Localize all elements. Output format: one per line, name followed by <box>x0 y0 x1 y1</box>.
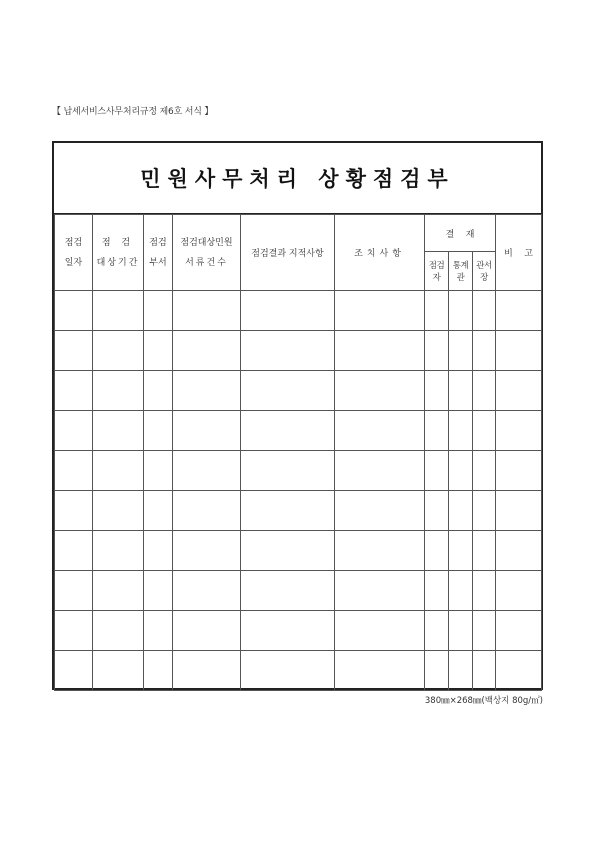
table-cell[interactable] <box>173 611 241 651</box>
table-row <box>55 571 542 611</box>
table-cell[interactable] <box>144 411 173 451</box>
table-cell[interactable] <box>473 651 496 691</box>
table-cell[interactable] <box>425 611 449 651</box>
header-text: 점검결과 지적사항 <box>251 249 324 259</box>
table-cell[interactable] <box>473 451 496 491</box>
table-cell[interactable] <box>144 651 173 691</box>
table-cell[interactable] <box>473 611 496 651</box>
table-cell[interactable] <box>173 531 241 571</box>
table-cell[interactable] <box>173 571 241 611</box>
table-cell[interactable] <box>335 571 425 611</box>
table-cell[interactable] <box>173 411 241 451</box>
table-cell[interactable] <box>241 291 335 331</box>
header-inspection-dept <box>144 215 173 291</box>
table-cell[interactable] <box>93 571 144 611</box>
table-cell[interactable] <box>425 531 449 571</box>
table-cell[interactable] <box>473 531 496 571</box>
header-text: 결 재 <box>445 229 475 240</box>
table-cell[interactable] <box>473 491 496 531</box>
table-row <box>55 491 542 531</box>
header-remarks <box>496 215 542 291</box>
table-cell[interactable] <box>496 331 542 371</box>
table-cell[interactable] <box>449 331 473 371</box>
table-cell[interactable] <box>335 291 425 331</box>
header-text: 대상기간 <box>96 257 140 268</box>
table-row <box>55 371 542 411</box>
table-cell[interactable] <box>55 491 93 531</box>
table-cell[interactable] <box>425 651 449 691</box>
table-cell[interactable] <box>241 611 335 651</box>
table-row <box>55 291 542 331</box>
table-cell[interactable] <box>173 371 241 411</box>
table-cell[interactable] <box>449 451 473 491</box>
table-cell[interactable] <box>144 571 173 611</box>
table-cell[interactable] <box>335 411 425 451</box>
header-inspection-date <box>55 215 93 291</box>
table-cell[interactable] <box>55 571 93 611</box>
table-cell[interactable] <box>93 371 144 411</box>
table-cell[interactable] <box>241 491 335 531</box>
table-cell[interactable] <box>144 331 173 371</box>
table-cell[interactable] <box>496 531 542 571</box>
table-cell[interactable] <box>335 531 425 571</box>
form-title: 민원사무처리 상황점검부 <box>140 167 455 191</box>
table-row <box>55 411 542 451</box>
table-cell[interactable] <box>449 491 473 531</box>
table-cell[interactable] <box>55 651 93 691</box>
header-inspector <box>425 252 449 291</box>
table-cell[interactable] <box>241 451 335 491</box>
table-cell[interactable] <box>473 411 496 451</box>
table-cell[interactable] <box>55 371 93 411</box>
table-cell[interactable] <box>173 331 241 371</box>
table-row <box>55 451 542 491</box>
table-cell[interactable] <box>449 371 473 411</box>
header-office-head <box>473 252 496 291</box>
table-cell[interactable] <box>241 571 335 611</box>
table-cell[interactable] <box>335 491 425 531</box>
table-cell[interactable] <box>425 491 449 531</box>
table-cell[interactable] <box>449 531 473 571</box>
table-row <box>55 651 542 691</box>
table-cell[interactable] <box>93 451 144 491</box>
header-row-1 <box>55 215 542 252</box>
paper-spec-footnote: 380㎜×268㎜(백상지 80g/㎡) <box>424 696 543 706</box>
header-text: 점검대상민원 <box>180 237 233 248</box>
table-cell[interactable] <box>55 411 93 451</box>
table-row <box>55 331 542 371</box>
table-cell[interactable] <box>93 491 144 531</box>
table-cell[interactable] <box>93 331 144 371</box>
header-text: 점 검 <box>101 237 135 248</box>
header-approval <box>425 215 496 252</box>
table-cell[interactable] <box>449 571 473 611</box>
table-cell[interactable] <box>144 291 173 331</box>
header-text: 관서장 <box>476 261 492 283</box>
table-cell[interactable] <box>496 651 542 691</box>
inspection-table <box>54 214 542 691</box>
table-cell[interactable] <box>473 571 496 611</box>
table-cell[interactable] <box>93 291 144 331</box>
table-cell[interactable] <box>173 491 241 531</box>
table-cell[interactable] <box>473 291 496 331</box>
table-cell[interactable] <box>425 291 449 331</box>
table-cell[interactable] <box>55 291 93 331</box>
header-text: 부서 <box>149 257 167 268</box>
table-cell[interactable] <box>496 291 542 331</box>
table-cell[interactable] <box>93 411 144 451</box>
table-cell[interactable] <box>144 371 173 411</box>
table-row <box>55 611 542 651</box>
table-cell[interactable] <box>93 611 144 651</box>
header-text: 조치사항 <box>354 249 405 259</box>
table-cell[interactable] <box>496 371 542 411</box>
table-cell[interactable] <box>144 611 173 651</box>
header-text: 점검 <box>64 237 83 248</box>
table-cell[interactable] <box>173 291 241 331</box>
table-cell[interactable] <box>496 611 542 651</box>
table-cell[interactable] <box>173 651 241 691</box>
table-cell[interactable] <box>473 371 496 411</box>
table-cell[interactable] <box>241 411 335 451</box>
header-text: 점검자 <box>428 261 445 283</box>
header-text: 점검 <box>149 237 167 248</box>
inspection-register-form <box>52 141 543 690</box>
table-cell[interactable] <box>496 451 542 491</box>
header-text: 서류건수 <box>185 257 228 268</box>
title-row <box>54 143 541 214</box>
header-actions <box>335 215 425 291</box>
table-cell[interactable] <box>496 491 542 531</box>
table-cell[interactable] <box>425 411 449 451</box>
table-cell[interactable] <box>335 651 425 691</box>
header-text: 일자 <box>64 257 83 268</box>
table-cell[interactable] <box>144 531 173 571</box>
table-cell[interactable] <box>55 451 93 491</box>
header-findings <box>241 215 335 291</box>
header-text: 비 고 <box>504 249 533 259</box>
table-cell[interactable] <box>425 371 449 411</box>
table-row <box>55 531 542 571</box>
header-text: 통계관 <box>452 261 469 283</box>
table-cell[interactable] <box>93 531 144 571</box>
header-inspection-period <box>93 215 144 291</box>
table-cell[interactable] <box>496 571 542 611</box>
table-cell[interactable] <box>473 331 496 371</box>
table-cell[interactable] <box>449 611 473 651</box>
table-cell[interactable] <box>335 451 425 491</box>
table-cell[interactable] <box>55 531 93 571</box>
table-cell[interactable] <box>55 331 93 371</box>
table-cell[interactable] <box>144 491 173 531</box>
table-cell[interactable] <box>335 371 425 411</box>
table-cell[interactable] <box>55 611 93 651</box>
table-cell[interactable] <box>425 571 449 611</box>
table-cell[interactable] <box>449 411 473 451</box>
table-cell[interactable] <box>335 611 425 651</box>
table-cell[interactable] <box>173 451 241 491</box>
header-document-count <box>173 215 241 291</box>
table-cell[interactable] <box>241 371 335 411</box>
header-statistician <box>449 252 473 291</box>
table-cell[interactable] <box>449 651 473 691</box>
form-code-label: 【 납세서비스사무처리규정 제6호 서식 】 <box>52 107 214 117</box>
table-cell[interactable] <box>144 451 173 491</box>
table-cell[interactable] <box>496 411 542 451</box>
table-cell[interactable] <box>93 651 144 691</box>
table-cell[interactable] <box>241 531 335 571</box>
table-cell[interactable] <box>449 291 473 331</box>
table-cell[interactable] <box>425 331 449 371</box>
table-cell[interactable] <box>241 331 335 371</box>
table-body <box>55 291 542 691</box>
table-cell[interactable] <box>425 451 449 491</box>
table-cell[interactable] <box>335 331 425 371</box>
table-cell[interactable] <box>241 651 335 691</box>
